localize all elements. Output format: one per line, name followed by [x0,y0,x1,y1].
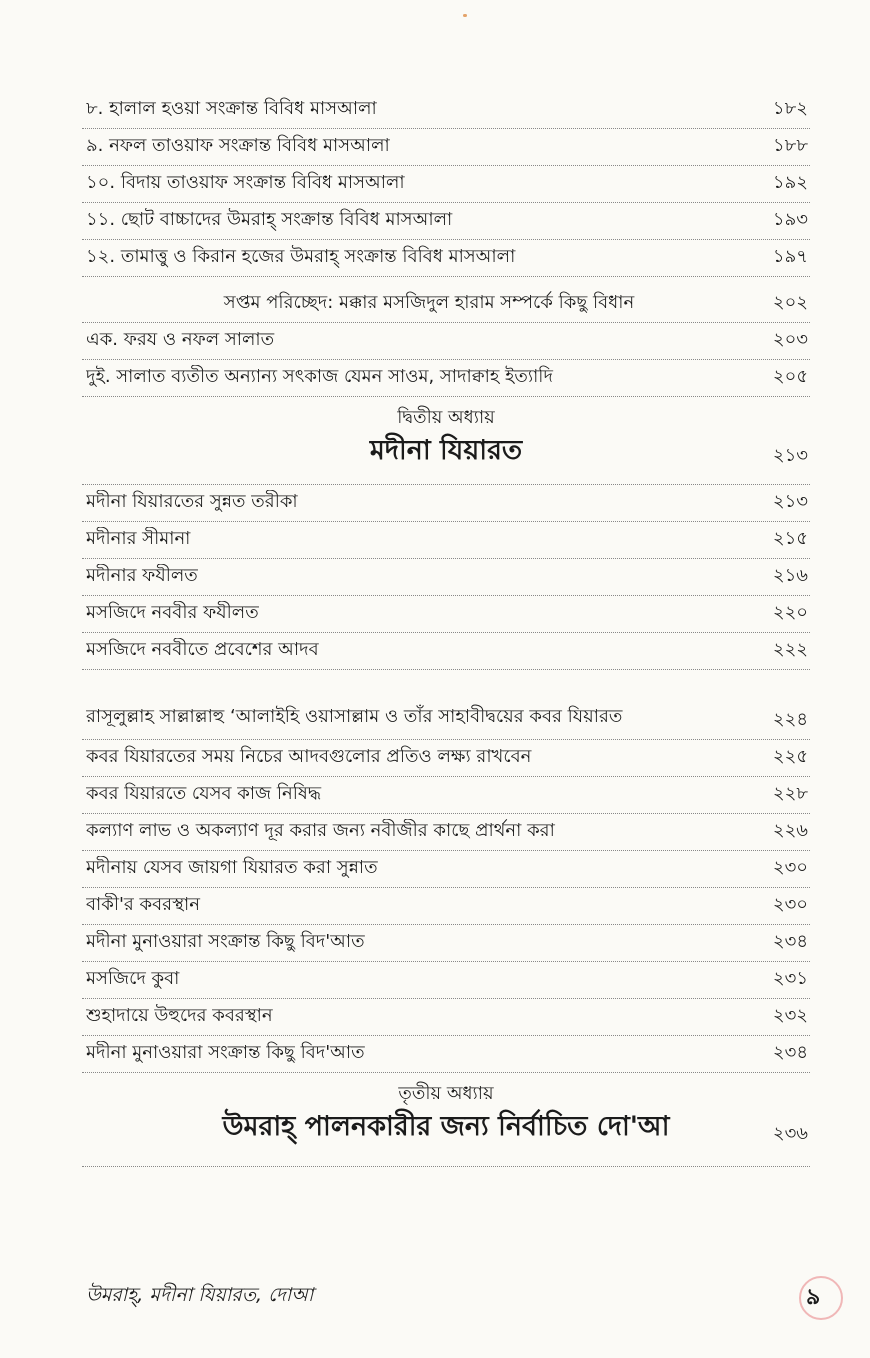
chapter-label: তৃতীয় অধ্যায় [398,1083,494,1104]
toc-row[interactable]: কবর যিয়ারতের সময় নিচের আদবগুলোর প্রতিও লক্ষ্য রাখবেন ২২৫ [82,740,810,777]
toc-row-multiline[interactable]: রাসূলুল্লাহ সাল্লাল্লাহু ‘আলাইহি ওয়াসাল্লাম ও তাঁর সাহাবীদ্বয়ের কবর যিয়ারত ২২৪ [82,670,810,740]
chapter-title: মদীনা যিয়ারত [369,435,523,466]
toc-row[interactable]: বাকী'র কবরস্থান ২৩০ [82,888,810,925]
page-number: ৯ [806,1285,821,1310]
toc-row[interactable]: মদীনা যিয়ারতের সুন্নত তরীকা ২১৩ [82,485,810,522]
toc-row[interactable]: দুই. সালাত ব্যতীত অন্যান্য সৎকাজ যেমন সাওম, সাদাক্বাহ ইত্যাদি ২০৫ [82,360,810,397]
toc-row[interactable]: মদীনা মুনাওয়ারা সংক্রান্ত কিছু বিদ'আত ২৩৪ [82,1036,810,1073]
chapter-label: দ্বিতীয় অধ্যায় [397,407,495,428]
toc-row[interactable]: এক. ফরয ও নফল সালাত ২০৩ [82,323,810,360]
toc-row[interactable]: ৯. নফল তাওয়াফ সংক্রান্ত বিবিধ মাসআলা ১৮৮ [82,129,810,166]
chapter-heading[interactable] [82,397,810,485]
toc-row[interactable]: ১১. ছোট বাচ্চাদের উমরাহ্‌ সংক্রান্ত বিবিধ মাসআলা ১৯৩ [82,203,810,240]
toc-row[interactable]: মসজিদে কুবা ২৩১ [82,962,810,999]
toc-row[interactable]: শুহাদায়ে উহুদের কবরস্থান ২৩২ [82,999,810,1036]
toc-row[interactable]: ১২. তামাত্তু ও কিরান হজের উমরাহ্‌ সংক্রান্ত বিবিধ মাসআলা ১৯৭ [82,240,810,277]
toc-row[interactable]: মদীনায় যেসব জায়গা যিয়ারত করা সুন্নাত ২৩০ [82,851,810,888]
chapter-page: ২১৩ [772,445,808,466]
toc-section-heading[interactable]: সপ্তম পরিচ্ছেদ: মক্কার মসজিদুল হারাম সম্পর্কে কিছু বিধান ২০২ [82,277,810,323]
toc-row[interactable]: মদীনা মুনাওয়ারা সংক্রান্ত কিছু বিদ'আত ২৩৪ [82,925,810,962]
toc-row[interactable]: ১০. বিদায় তাওয়াফ সংক্রান্ত বিবিধ মাসআলা ১৯২ [82,166,810,203]
running-footer-title: উমরাহ্‌, মদীনা যিয়ারত, দোআ [86,1284,314,1306]
toc-row[interactable]: মসজিদে নববীর ফযীলত ২২০ [82,596,810,633]
toc-group-part1 [82,92,810,277]
chapter-title: উমরাহ্‌ পালনকারীর জন্য নির্বাচিত দো'আ [222,1111,670,1142]
ink-speck [463,14,467,17]
chapter-page: ২৩৬ [772,1123,808,1144]
table-of-contents [82,92,810,1167]
toc-row[interactable]: ৮. হালাল হওয়া সংক্রান্ত বিবিধ মাসআলা ১৮২ [82,92,810,129]
toc-row[interactable]: মদীনার ফযীলত ২১৬ [82,559,810,596]
toc-row[interactable]: মসজিদে নববীতে প্রবেশের আদব ২২২ [82,633,810,670]
toc-row[interactable]: মদীনার সীমানা ২১৫ [82,522,810,559]
toc-row[interactable]: কল্যাণ লাভ ও অকল্যাণ দূর করার জন্য নবীজীর কাছে প্রার্থনা করা ২২৬ [82,814,810,851]
toc-row[interactable]: কবর যিয়ারতে যেসব কাজ নিষিদ্ধ ২২৮ [82,777,810,814]
chapter-heading[interactable] [82,1073,810,1167]
